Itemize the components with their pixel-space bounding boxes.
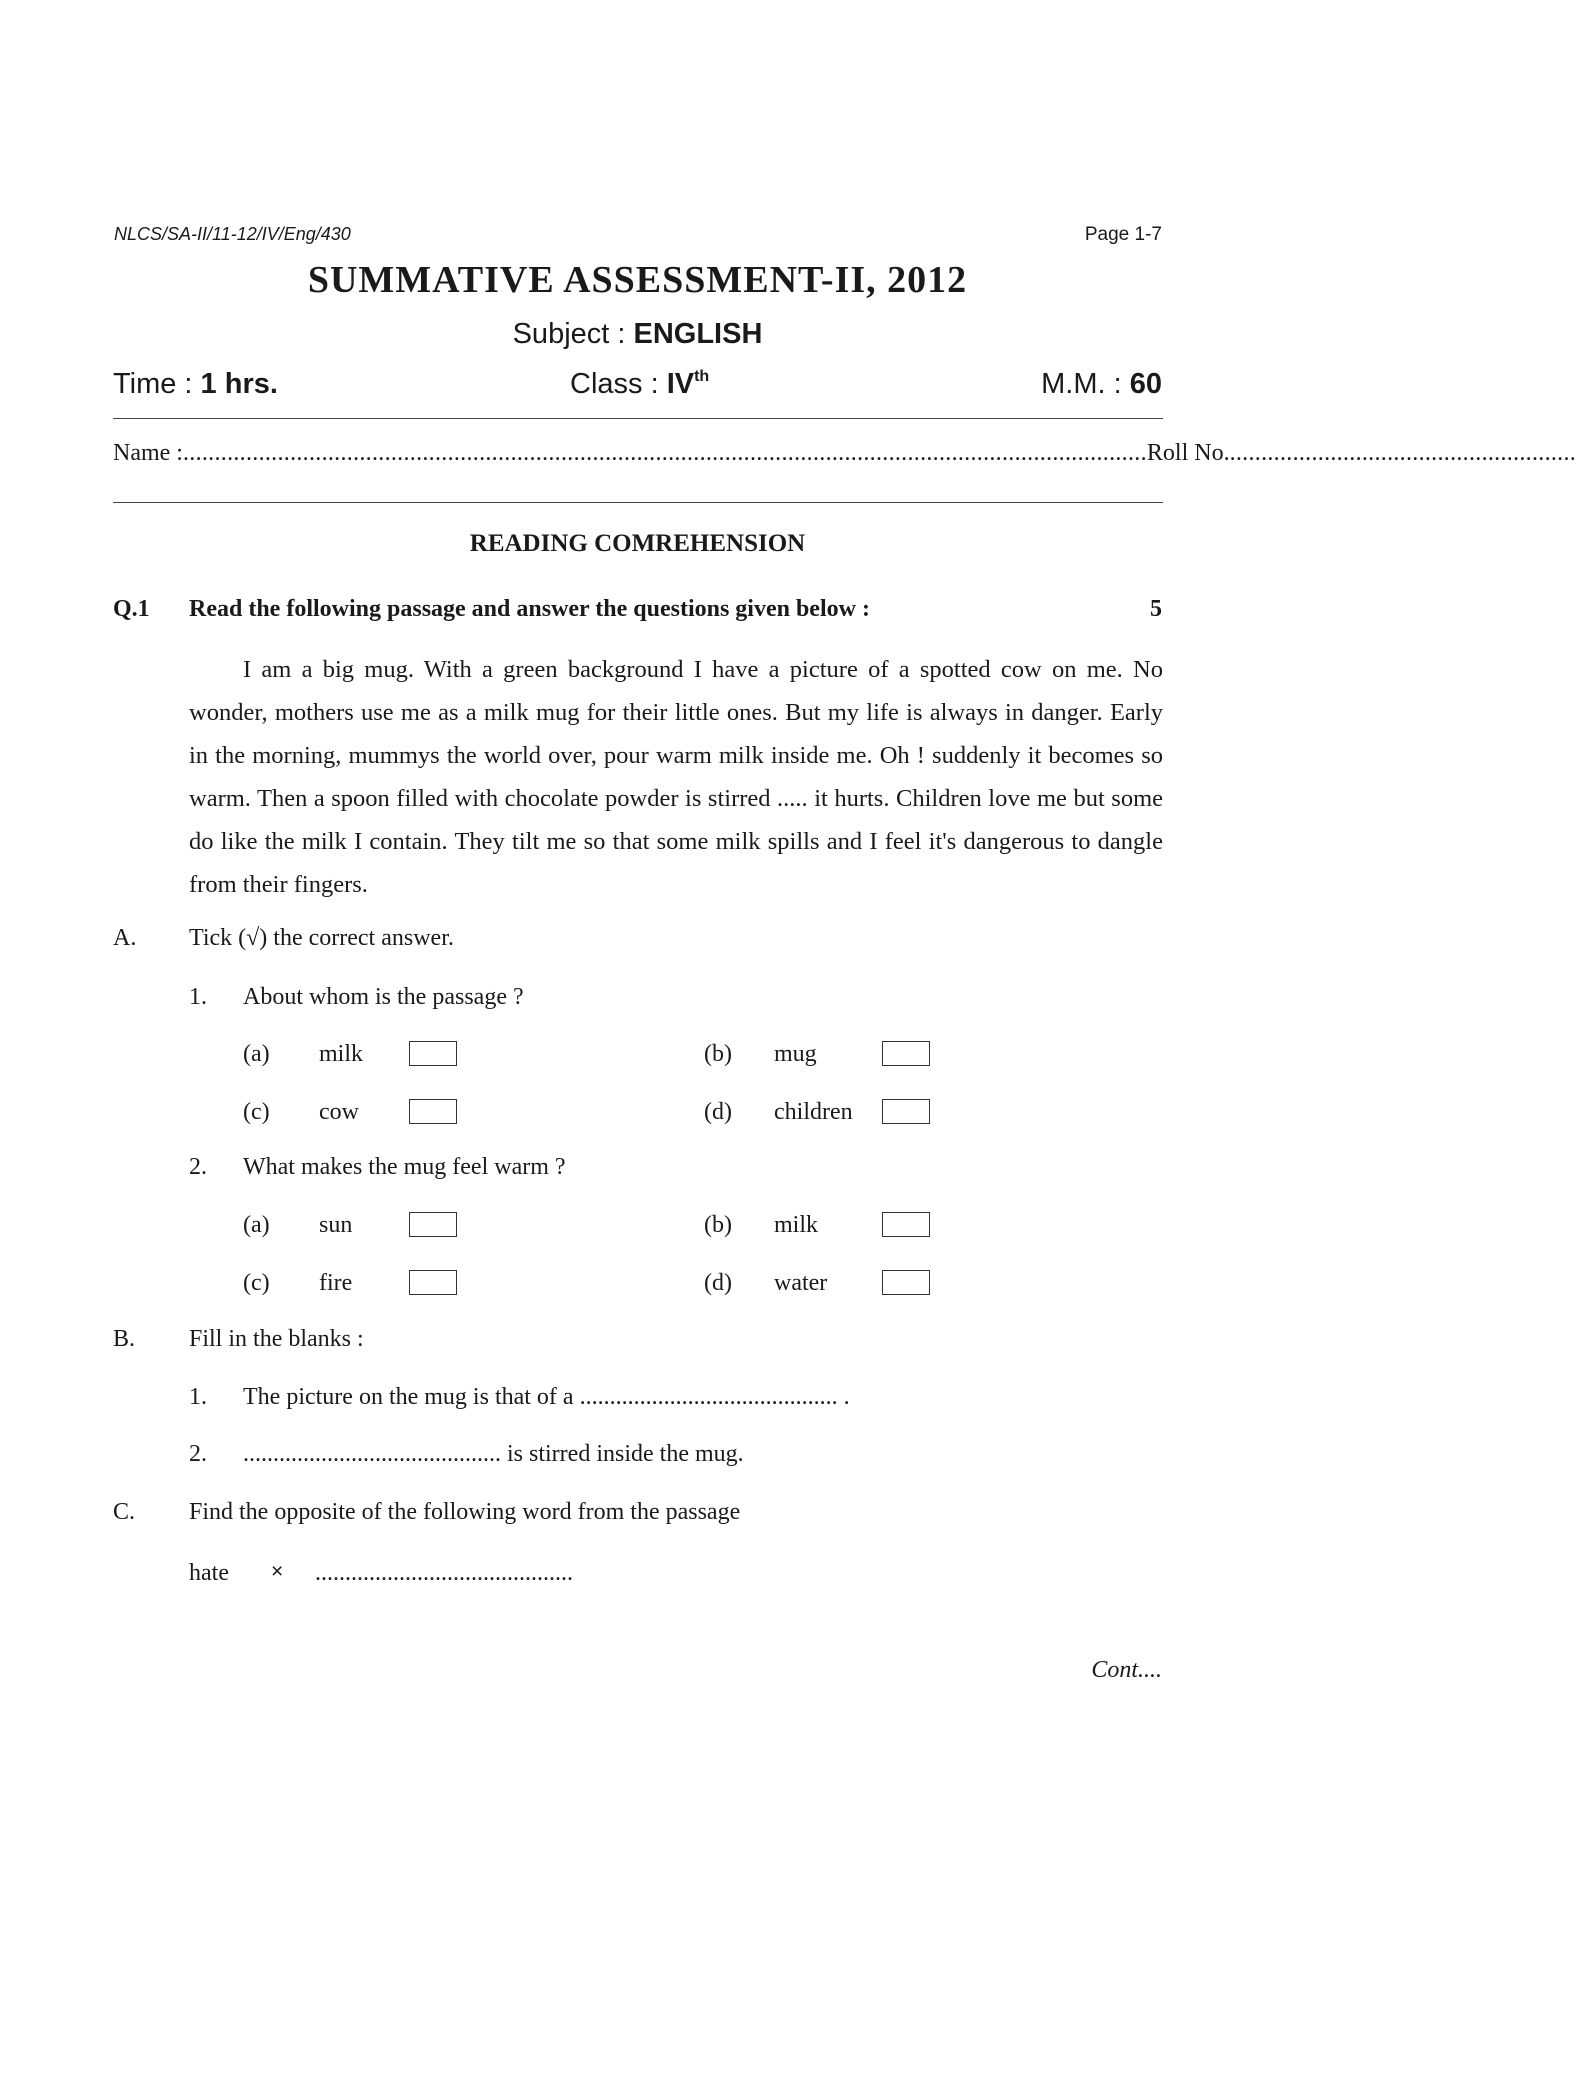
subject-line xyxy=(0,318,1275,351)
a1-option-d-key: (d) xyxy=(704,1099,732,1125)
class-value: IV xyxy=(666,368,695,400)
a1-option-d-text: children xyxy=(774,1099,853,1125)
a2-option-c-text: fire xyxy=(319,1270,353,1296)
a1-option-a-checkbox[interactable] xyxy=(409,1041,457,1066)
part-c-label: C. xyxy=(113,1499,136,1525)
a2-option-d-text: water xyxy=(774,1270,828,1296)
time-value: 1 hrs. xyxy=(200,368,278,400)
a1-question: About whom is the passage ? xyxy=(243,984,524,1010)
part-a-instruction: Tick (√) the correct answer. xyxy=(189,925,454,951)
mm-value: 60 xyxy=(1129,368,1162,400)
class-label: Class : xyxy=(570,368,667,400)
part-b-label: B. xyxy=(113,1326,136,1352)
time-label: Time : xyxy=(113,368,201,400)
page-number: Page 1-7 xyxy=(1084,224,1162,245)
name-blank[interactable]: ......................................................................................................................................................... xyxy=(182,440,1147,466)
roll-blank[interactable]: ....................................................... xyxy=(1229,440,1576,466)
subject-value: ENGLISH xyxy=(633,318,763,350)
time-info xyxy=(113,368,278,401)
a1-option-a-key: (a) xyxy=(243,1041,270,1067)
max-marks-info xyxy=(1041,368,1162,401)
a2-option-a-text: sun xyxy=(319,1212,353,1238)
divider-bottom xyxy=(113,502,1163,503)
a1-option-c-key: (c) xyxy=(243,1099,270,1125)
name-label: Name : xyxy=(113,440,183,466)
a1-option-d-checkbox[interactable] xyxy=(882,1099,930,1124)
q1-number: Q.1 xyxy=(113,596,150,622)
a2-option-c-checkbox[interactable] xyxy=(409,1270,457,1295)
a1-option-b-checkbox[interactable] xyxy=(882,1041,930,1066)
student-details-row xyxy=(113,440,1576,467)
class-info xyxy=(570,368,709,401)
b1-text[interactable]: The picture on the mug is that of a ........................................... . xyxy=(243,1384,850,1410)
a2-option-b-text: milk xyxy=(774,1212,819,1238)
paper-code: NLCS/SA-II/11-12/IV/Eng/430 xyxy=(114,224,351,244)
c-answer-blank[interactable]: ........................................... xyxy=(315,1560,573,1586)
a2-number: 2. xyxy=(189,1154,207,1180)
subject-label: Subject : xyxy=(512,318,634,350)
a1-number: 1. xyxy=(189,984,207,1010)
part-b-instruction: Fill in the blanks : xyxy=(189,1326,364,1352)
exam-title: SUMMATIVE ASSESSMENT-II, 2012 xyxy=(307,259,968,301)
a2-option-c-key: (c) xyxy=(243,1270,270,1296)
a1-option-c-text: cow xyxy=(319,1099,359,1125)
a1-option-b-key: (b) xyxy=(704,1041,732,1067)
a2-option-d-checkbox[interactable] xyxy=(882,1270,930,1295)
b1-number: 1. xyxy=(189,1384,207,1410)
a2-option-d-key: (d) xyxy=(704,1270,732,1296)
a2-option-b-key: (b) xyxy=(704,1212,732,1238)
class-sup: th xyxy=(694,368,710,385)
a2-option-b-checkbox[interactable] xyxy=(882,1212,930,1237)
q1-marks: 5 xyxy=(1150,596,1162,622)
q1-instruction: Read the following passage and answer the questions given below : xyxy=(189,596,870,622)
a1-option-b-text: mug xyxy=(774,1041,817,1067)
b2-text[interactable]: ........................................... is stirred inside the mug. xyxy=(243,1441,744,1467)
roll-label: Roll No. xyxy=(1146,440,1230,466)
continued-note: Cont.... xyxy=(1091,1657,1162,1683)
divider-top xyxy=(113,418,1163,419)
passage: I am a big mug. With a green background I have a picture of a spotted cow on me. No wonder, mothers use me as a milk mug for their little ones. But my life is always in danger. Early in the morning, mummys the world over, pour warm milk inside me. Oh ! suddenly it becomes so warm. Then a spoon filled with chocolate powder is stirred ..... it hurts. Children love me but some do like the milk I contain. They tilt me so that some milk spills and I feel it's dangerous to dangle from their fingers. xyxy=(189,656,1163,898)
cross-symbol: × xyxy=(271,1560,284,1583)
a2-option-a-key: (a) xyxy=(243,1212,270,1238)
section-title: READING COMREHENSION xyxy=(469,530,806,557)
part-c-instruction: Find the opposite of the following word from the passage xyxy=(189,1499,741,1525)
a1-option-c-checkbox[interactable] xyxy=(409,1099,457,1124)
a2-option-a-checkbox[interactable] xyxy=(409,1212,457,1237)
part-a-label: A. xyxy=(113,925,137,951)
a1-option-a-text: milk xyxy=(319,1041,364,1067)
a2-question: What makes the mug feel warm ? xyxy=(243,1154,566,1180)
c-word: hate xyxy=(189,1560,229,1586)
b2-number: 2. xyxy=(189,1441,207,1467)
mm-label: M.M. : xyxy=(1041,368,1130,400)
